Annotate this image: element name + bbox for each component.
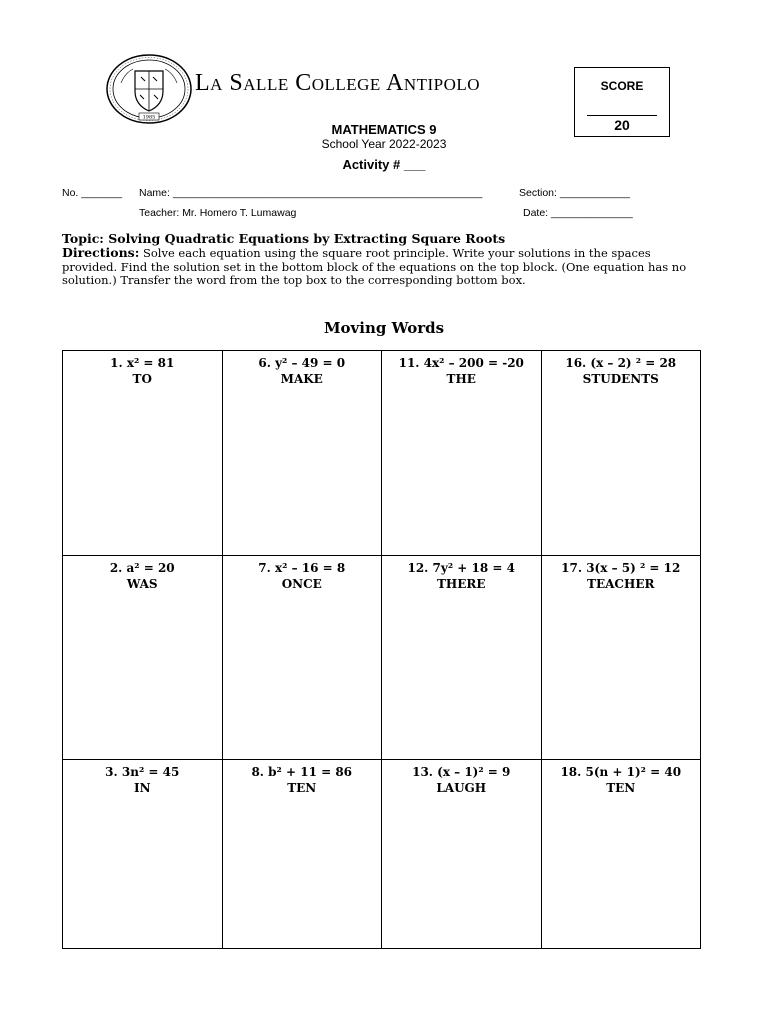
activity-number: Activity # ___ [342, 157, 426, 172]
school-year: School Year 2022-2023 [321, 137, 447, 151]
grid-cell [382, 556, 542, 760]
score-total: 20 [614, 117, 630, 133]
section-field: Section: ____________ [519, 187, 630, 199]
word: MAKE [280, 372, 323, 386]
topic-line: Topic: Solving Quadratic Equations by Extracting Square Roots [62, 231, 506, 246]
grid-cell [541, 760, 701, 949]
grid-cell [222, 760, 382, 949]
word: TEN [287, 781, 317, 795]
equation: 12. 7y² + 18 = 4 [407, 561, 515, 575]
grid-cell [541, 556, 701, 760]
equation: 8. b² + 11 = 86 [251, 765, 353, 779]
grid-cell [63, 556, 223, 760]
equation: 17. 3(x – 5) ² = 12 [561, 561, 681, 575]
date-field: Date: ______________ [523, 207, 633, 219]
grid-cell [63, 351, 223, 556]
grid-cell [382, 351, 542, 556]
school-seal-logo [105, 53, 193, 125]
directions-text: Solve each equation using the square root principle. Write your solutions in the spaces provided. Find the solution set in the bottom block of the equations on the top block. (One equation has no solution.) Transfer the word from the top box to the corresponding bottom box. [62, 246, 687, 287]
equation: 13. (x – 1)² = 9 [412, 765, 511, 779]
word: THERE [436, 577, 486, 591]
word: TEACHER [587, 577, 655, 591]
word: WAS [126, 577, 158, 591]
teacher-field: Teacher: Mr. Homero T. Lumawag [139, 207, 297, 219]
equation: 16. (x – 2) ² = 28 [565, 356, 677, 370]
grid-cell [382, 760, 542, 949]
word: STUDENTS [582, 372, 659, 386]
score-label: SCORE [600, 79, 644, 93]
grid-cell [541, 351, 701, 556]
subject-title: MATHEMATICS 9 [331, 122, 437, 137]
equation: 18. 5(n + 1)² = 40 [560, 765, 682, 779]
score-line [587, 115, 657, 116]
equation: 3. 3n² = 45 [105, 765, 180, 779]
equation: 7. x² – 16 = 8 [258, 561, 346, 575]
grid-cell [63, 760, 223, 949]
equation: 11. 4x² – 200 = -20 [398, 356, 524, 370]
svg-text:1985: 1985 [142, 114, 156, 121]
student-name-field: Name: _____________________________________________________ [139, 187, 483, 199]
word: TO [132, 372, 152, 386]
word: THE [446, 372, 476, 386]
word: ONCE [281, 577, 322, 591]
equation: 6. y² – 49 = 0 [258, 356, 346, 370]
directions-paragraph [62, 246, 702, 288]
activity-title: Moving Words [323, 319, 445, 337]
word: LAUGH [436, 781, 487, 795]
equation: 1. x² = 81 [110, 356, 175, 370]
student-number-field: No. _______ [62, 187, 123, 199]
grid-cell [222, 351, 382, 556]
school-name: La Salle College Antipolo [195, 70, 481, 96]
equation: 2. a² = 20 [109, 561, 175, 575]
equation-grid [62, 350, 701, 949]
directions-label: Directions: [62, 245, 140, 260]
word: IN [133, 781, 151, 795]
grid-cell [222, 556, 382, 760]
word: TEN [606, 781, 636, 795]
